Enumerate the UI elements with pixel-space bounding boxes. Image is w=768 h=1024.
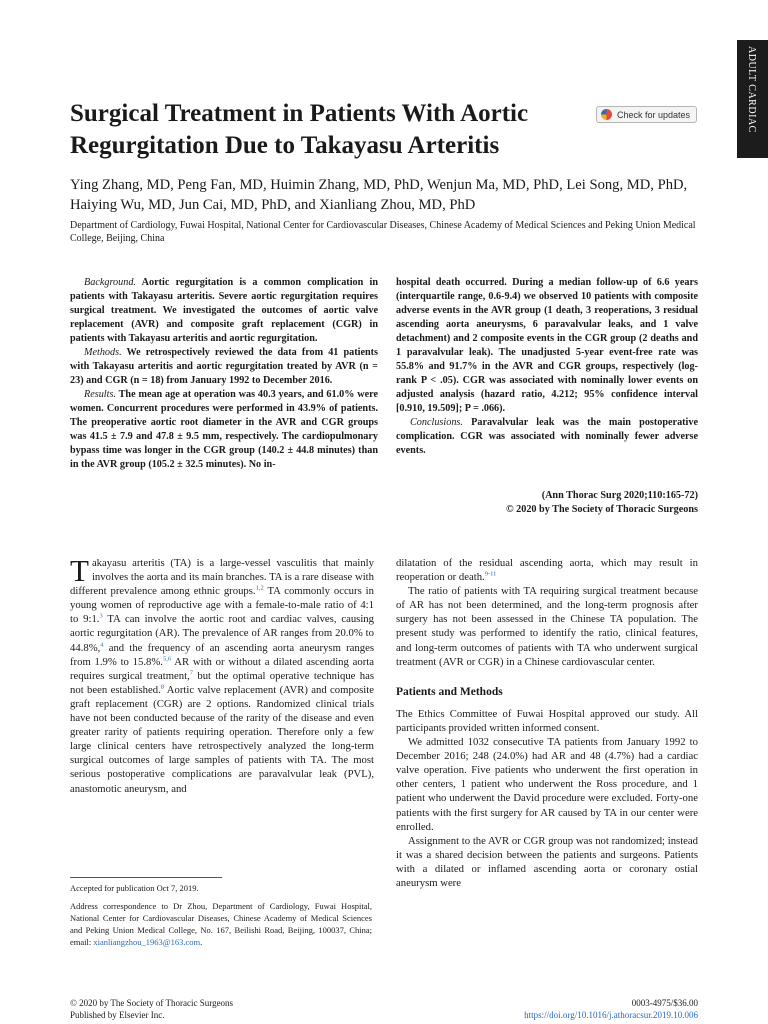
- section-heading: Patients and Methods: [396, 685, 503, 698]
- abstract-copyright: © 2020 by The Society of Thoracic Surgeons: [505, 504, 698, 515]
- background-heading: Background.: [84, 277, 136, 288]
- accepted-date: Accepted for publication Oct 7, 2019.: [70, 883, 199, 893]
- section-tab-label: ADULT CARDIAC: [746, 46, 757, 133]
- journal-citation: (Ann Thorac Surg 2020;110:165-72): [541, 490, 698, 501]
- abstract-right-column: [396, 276, 698, 458]
- abstract-background: [70, 276, 378, 346]
- intro-text: TA can involve the aortic root and cardiac valves, causing aortic regurgitation (AR). The prevalence of AR ranges from 20.0% to 44.8%,: [70, 613, 374, 654]
- correspondence-note: [70, 900, 372, 948]
- abstract-methods: [70, 346, 378, 388]
- intro-text: TA commonly occurs in young women of reproductive age with a female-to-male ratio of 4:1 to 9:1.: [70, 585, 374, 626]
- body-paragraph: We admitted 1032 consecutive TA patients from January 1992 to December 2016; 248 (24.0%) had AR and 48 (4.7%) had a cardiac valve operation. Five patients who underwent the first operation in other centers, 1 patient who underwent the Ross procedure, and 1 patient who underwent the David procedure were excluded. Forty-one patients with the first surgery for AR caused by TA in our center were enrolled.: [396, 736, 698, 833]
- results-heading: Results.: [84, 389, 116, 400]
- doi-link[interactable]: https://doi.org/10.1016/j.athoracsur.2019.10.006: [524, 1010, 698, 1020]
- results-text: The mean age at operation was 40.3 years, and 61.0% were women. Concurrent procedures were performed in 43.9% of patients. The preoperative aortic root diameter in the AVR and CGR groups was 41.5 ± 7.9 and 47.8 ± 9.5 mm, respectively. The cardiopulmonary bypass time was longer in the CGR group (140.2 ± 44.8 minutes) than in the AVR group (105.2 ± 32.5 minutes). No in-: [70, 389, 378, 470]
- citation-block: [396, 489, 698, 517]
- crossmark-icon: [601, 109, 612, 120]
- footer-publisher: Published by Elsevier Inc.: [70, 1010, 165, 1020]
- footer-right: [440, 997, 698, 1021]
- article-title: Surgical Treatment in Patients With Aortic Regurgitation Due to Takayasu Arteritis: [70, 100, 529, 159]
- body-right-column: [396, 556, 698, 890]
- conclusions-text: Paravalvular leak was the main postoperative complication. CGR was associated with nominally fewer adverse events.: [396, 417, 699, 456]
- body-paragraph: Assignment to the AVR or CGR group was not randomized; instead it was a shared decision between the patients and surgeons. Patients with a dilated or inflamed ascending aorta or coronary ostial aneurysm were: [396, 834, 698, 889]
- correspondence-period: .: [200, 937, 203, 947]
- ref-link[interactable]: 9-11: [484, 570, 497, 578]
- intro-text: and the frequency of an ascending aorta aneurysm ranges from 1.9% to 15.8%.: [70, 641, 374, 668]
- email-link[interactable]: xianliangzhou_1963@163.com: [93, 937, 201, 947]
- correspondence-text: Address correspondence to Dr Zhou, Department of Cardiology, Fuwai Hospital, National Center for Cardiovascular Diseases, Chinese Academy of Medical Sciences and Peking Union Medical College, No. 167, Beilishi Road, Beijing, 100037, China; email:: [70, 901, 372, 947]
- ref-link[interactable]: 4: [100, 641, 104, 648]
- abstract-left-column: [70, 276, 378, 472]
- ref-link[interactable]: 5,6: [162, 655, 172, 663]
- intro-text: Aortic valve replacement (AVR) and composite graft replacement (CGR) are 2 options. Randomized clinical trials have not been conducted because of the rarity of the disease and even greater rarity of patients requiring operation. Therefore only a few large clinical centers have retrospectively analyzed the long-term surgical outcomes of large samples of patients with TA. The most serious postoperative complications are paravalvular leak (PVL), anastomotic aneurysm, and: [70, 683, 374, 795]
- intro-text: AR with or without a dilated ascending aorta requires surgical treatment,: [70, 655, 374, 682]
- conclusions-heading: Conclusions.: [410, 417, 463, 428]
- drop-cap: T: [70, 553, 89, 588]
- paragraph-text: dilatation of the residual ascending aorta, which may result in reoperation or death.: [396, 557, 698, 584]
- check-for-updates-button[interactable]: [596, 106, 697, 123]
- background-text: Aortic regurgitation is a common complication in patients with Takayasu arteritis. Severe aortic regurgitation requires surgical treatment. We investigated the outcomes of aortic valve replacement (AVR) and composite graft replacement (CGR) in patients with Takayasu arteritis and aortic regurgitation.: [70, 277, 379, 344]
- ref-link[interactable]: 7: [189, 669, 194, 677]
- footnote-divider: [70, 877, 222, 878]
- body-paragraph: [396, 556, 698, 584]
- methods-text: We retrospectively reviewed the data from 41 patients with Takayasu arteritis and aortic regurgitation treated by AVR (n = 23) and CGR (n = 18) from January 1992 to December 2016.: [70, 347, 378, 386]
- abstract-results: [70, 388, 378, 472]
- affiliation: Department of Cardiology, Fuwai Hospital, National Center for Cardiovascular Diseases, Chinese Academy of Medical Sciences and Peking Union Medical College, Beijing, China: [70, 220, 696, 244]
- footer-left: [70, 997, 233, 1021]
- intro-paragraph: [70, 553, 374, 796]
- intro-text: but the optimal operative technique has not been established.: [70, 669, 374, 696]
- check-for-updates-label: Check for updates: [617, 109, 691, 120]
- footnotes: [70, 882, 372, 954]
- ref-link[interactable]: 8: [160, 683, 164, 691]
- body-paragraph: The ratio of patients with TA requiring surgical treatment because of AR has not been determined, and the long-term prognosis after surgery has not been assessed in the Chinese TA population. The present study was performed to identify the ratio, clinical features, and long-term outcomes of patients with TA who underwent surgical treatment (AVR or CGR) in a Chinese cardiovascular center.: [396, 585, 698, 668]
- body-left-column: [70, 553, 374, 796]
- intro-text: akayasu arteritis (TA) is a large-vessel vasculitis that mainly involves the aorta and its main branches. TA is a rare disease with different prevalence among ethnic groups.: [70, 557, 374, 598]
- section-tab: [737, 40, 768, 158]
- methods-heading: Methods.: [84, 347, 122, 358]
- ref-link[interactable]: 3: [99, 612, 103, 620]
- body-paragraph: The Ethics Committee of Fuwai Hospital approved our study. All participants provided written informed consent.: [396, 707, 698, 734]
- footer-issn: 0003-4975/$36.00: [631, 998, 698, 1008]
- ref-link[interactable]: 1,2: [255, 584, 264, 592]
- author-list: Ying Zhang, MD, Peng Fan, MD, Huimin Zhang, MD, PhD, Wenjun Ma, MD, PhD, Lei Song, MD, PhD, Haiying Wu, MD, Jun Cai, MD, PhD, and Xianliang Zhou, MD, PhD: [70, 177, 688, 213]
- abstract-conclusions: [396, 416, 698, 458]
- footer-copyright: © 2020 by The Society of Thoracic Surgeons: [70, 998, 234, 1008]
- results-continued: hospital death occurred. During a median follow-up of 6.6 years (interquartile range, 0.6-9.4) we observed 10 patients with composite adverse events in the AVR group (1 death, 3 reoperations, 3 residual ascending aorta aneurysms, 6 paravalvular leaks, and 1 valve detachment) and 2 composite events in the CGR group (2 deaths and 1 paravalvular leak). The unadjusted 5-year event-free rate was 55.8% and 91.7% in the AVR and CGR groups, respectively (log-rank P < .05). CGR was associated with nominally lower events on adjusted analysis (hazard ratio, 4.212; 95% confidence interval [0.910, 19.509]; P = .066).: [396, 277, 698, 414]
